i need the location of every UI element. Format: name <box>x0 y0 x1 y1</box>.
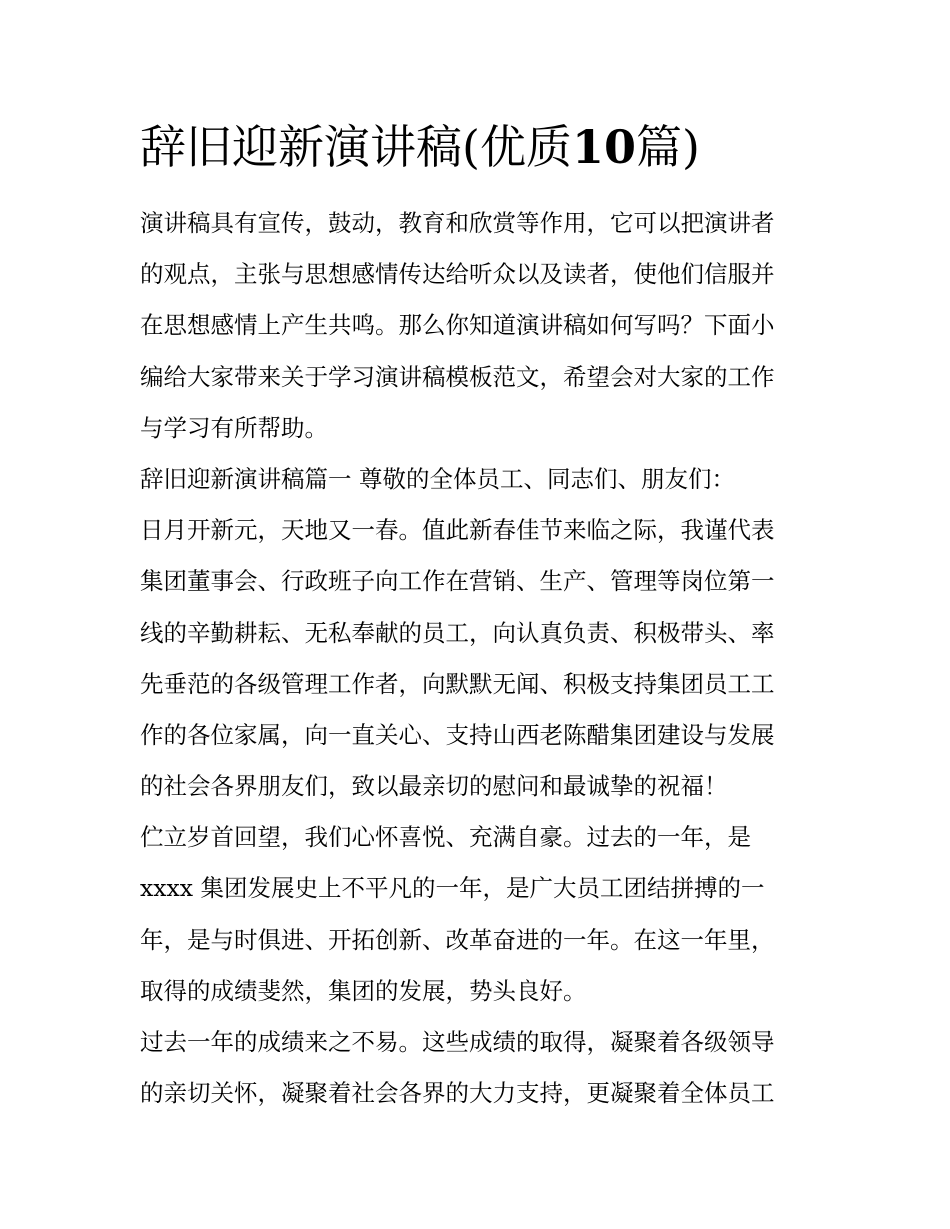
text-line: 日月开新元，天地又一春。值此新春佳节来临之际，我谨代表 <box>140 516 775 545</box>
text-line: 过去一年的成绩来之不易。这些成绩的取得，凝聚着各级领导 <box>140 1028 775 1056</box>
text-line: 作的各位家属，向一直关心、支持山西老陈醋集团建设与发展 <box>140 720 775 749</box>
text-line: 的社会各界朋友们，致以最亲切的慰问和最诚挚的祝福！ <box>140 772 728 801</box>
text-line: 先垂范的各级管理工作者，向默默无闻、积极支持集团员工工 <box>140 669 775 698</box>
text-line: 取得的成绩斐然，集团的发展，势头良好。 <box>140 976 587 1005</box>
section-heading-line: 辞旧迎新演讲稿篇一 尊敬的全体员工、同志们、朋友们： <box>140 464 735 493</box>
text-line: 编给大家带来关于学习演讲稿模板范文，希望会对大家的工作 <box>140 362 775 391</box>
document-body <box>140 198 820 1119</box>
text-line: 伫立岁首回望，我们心怀喜悦、充满自豪。过去的一年，是 <box>140 823 751 852</box>
title-main: 辞旧迎新演讲稿(优质 <box>140 120 572 174</box>
text-line: 年，是与时俱进、开拓创新、改革奋进的一年。在这一年里， <box>140 925 775 954</box>
text-line: 的观点，主张与思想感情传达给听众以及读者，使他们信服并 <box>140 260 775 289</box>
text-line: xxxx 集团发展史上不平凡的一年，是广大员工团结拼搏的一 <box>140 874 765 903</box>
text-line: 演讲稿具有宣传，鼓动，教育和欣赏等作用，它可以把演讲者 <box>140 209 775 237</box>
text-line: 在思想感情上产生共鸣。那么你知道演讲稿如何写吗？下面小 <box>140 311 775 340</box>
text-line: 线的辛勤耕耘、无私奉献的员工，向认真负责、积极带头、率 <box>140 618 775 647</box>
document-title <box>140 112 840 182</box>
title-number: 10 <box>571 120 636 174</box>
text-line: 的亲切关怀，凝聚着社会各界的大力支持，更凝聚着全体员工 <box>140 1079 775 1108</box>
text-line: 与学习有所帮助。 <box>140 413 328 442</box>
title-tail: 篇) <box>635 120 700 174</box>
text-line: 集团董事会、行政班子向工作在营销、生产、管理等岗位第一 <box>140 567 775 596</box>
